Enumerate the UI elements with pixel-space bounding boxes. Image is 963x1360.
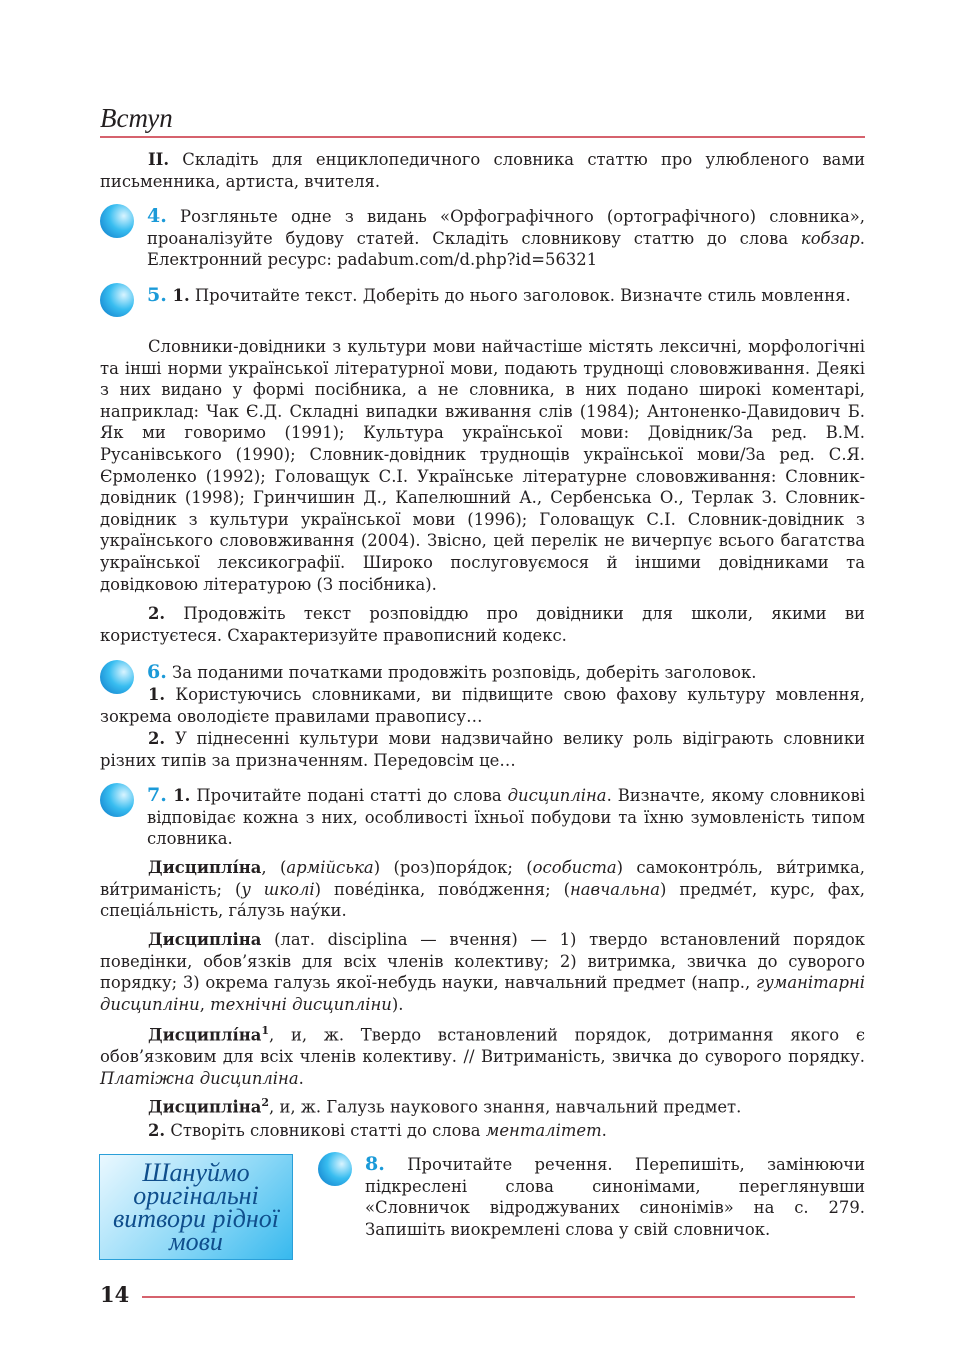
task-text: Складіть для енциклопедичного словника статтю про улюбленого вами письменника, артиста, вчителя. (100, 150, 865, 191)
entry-text: , и, ж. Твердо встановлений порядок, дотримання якого є обов’язковим для всіх членів колективу. // Витриманість, звичка до суворого порядку. (100, 1025, 865, 1067)
task-number: 6. (147, 661, 167, 683)
task-7-instruction (147, 785, 865, 850)
task-text: За поданими початками продовжіть розповідь, доберіть заголовок. (166, 663, 757, 682)
task-5-instruction (147, 285, 865, 307)
entry-note: особиста (532, 858, 617, 877)
task-number: 4. (147, 205, 167, 227)
entry-text: , (199, 994, 211, 1014)
entry-text: , ( (261, 858, 287, 877)
dictionary-entry-2 (100, 929, 865, 1015)
entry-headword: Дисциплі́на (148, 1025, 262, 1045)
task-text: . (601, 1121, 607, 1140)
entry-superscript: 2 (261, 1096, 270, 1109)
motto-line: оригінальні (133, 1181, 259, 1210)
entry-headword: Дисциплі́на (148, 858, 262, 877)
header-rule (100, 136, 865, 138)
entry-example: Платіжна дисципліна (100, 1068, 299, 1088)
task-word: менталітет (485, 1121, 602, 1140)
footer-rule (142, 1296, 855, 1298)
task-5-part-2 (100, 603, 865, 646)
task-8 (365, 1154, 865, 1240)
page-number: 14 (100, 1282, 130, 1307)
entry-superscript: 1 (261, 1024, 270, 1037)
entry-text: ) предме́т, курс, фах, спеціа́льність, га́лузь нау́ки. (100, 879, 865, 921)
dictionary-entry-4 (100, 1092, 865, 1118)
task-text: Користуючись словниками, ви підвищите свою фахову культуру мовлення, зокрема оволодієте правилами правопису… (100, 685, 865, 726)
task-bullet-icon (100, 283, 134, 317)
entry-note: у школі (241, 879, 315, 899)
dictionary-entry-1 (100, 857, 865, 922)
task-ii (100, 149, 865, 192)
subtask-number: 2. (148, 729, 166, 748)
task-text: . Визначте, якому словникові відповідає кожна з них, особливості їхньої побудови та їхню зумовленість типом словника. (147, 786, 865, 849)
subtask-number: 2. (148, 604, 166, 623)
motto-line: мови (169, 1227, 223, 1256)
section-title: Вступ (100, 103, 173, 133)
task-word: кобзар (800, 228, 860, 248)
entry-text: ) пове́дінка, пово́дження; ( (314, 879, 570, 899)
entry-example: гуманітарні дисципліни (100, 973, 865, 1014)
task-number: II. (148, 150, 170, 169)
motto-box (99, 1154, 293, 1260)
task-bullet-icon (100, 204, 134, 238)
task-4 (147, 206, 865, 271)
entry-text: , и, ж. Галузь наукового знання, навчальний предмет. (269, 1097, 742, 1117)
motto-text (100, 1158, 292, 1256)
task-5-text: Словники-довідники з культури мови найчастіше містять лексичні, морфологічні та інші норми української літературної мови, подають труднощі слововживання. Деякі з них видано у формі посібника, а не словника, в них подано широкі коментарі, наприклад: Чак Є.Д. Складні випадки вживання слів (1984); Антоненко-Давидович Б. Як ми говоримо (1991); Культура української мови: Довідник/За ред. В.М. Русанівського (1990); Словник-довідник труднощів української мови/За ред. С.Я. Єрмоленко (1992); Головащук С.І. Українське літературне слововживання: Словник-довідник (1998); Гринчишин Д., Капелюшний А., Сербенська О., Терлак З. Словник-довідник з культури української мови (1996); Головащук С.І. Словник-довідник з українського слововживання (2004). Звісно, цей перелік не вичерпує всього багатства української лексикографії. Широко послуговуємося й іншими довідниками та довідковою літературою (З посібника). (100, 337, 865, 594)
task-word: дисципліна (507, 786, 607, 805)
task-text: Прочитайте речення. Перепишіть, замінюючи підкреслені слова синонімами, переглянувши «Словничок відроджуваних синонімів» на с. 279. Запишіть виокремлені слова у свій словничок. (365, 1155, 865, 1239)
entry-headword: Дисципліна (148, 1097, 262, 1117)
task-bullet-icon (318, 1152, 352, 1186)
dictionary-entry-3 (100, 1020, 865, 1089)
task-number: 7. (147, 784, 167, 806)
task-text: . Електронний ресурс: padabum.com/d.php?id=56321 (147, 228, 865, 270)
task-text: Прочитайте текст. Доберіть до нього заголовок. Визначте стиль мовлення. (189, 286, 851, 305)
entry-note: армійська (286, 858, 374, 877)
task-text: Прочитайте подані статті до слова (190, 786, 508, 805)
motto-line: Шануймо (142, 1158, 250, 1187)
subtask-number: 1. (166, 286, 190, 305)
task-number: 8. (365, 1153, 385, 1175)
task-7-part-2 (100, 1120, 865, 1142)
task-text: Розгляньте одне з видань «Орфографічного (ортографічного) словника», проаналізуйте будову статей. Складіть словникову статтю до слова (147, 207, 865, 248)
entry-note: навчальна (569, 879, 660, 899)
entry-example: технічні дисципліни (210, 994, 392, 1014)
entry-text: ) (роз)поря́док; ( (373, 858, 533, 877)
task-text: У піднесенні культури мови надзвичайно велику роль відіграють словники різних типів за призначенням. Передовсім це… (100, 729, 865, 770)
task-bullet-icon (100, 783, 134, 817)
task-6-part-2 (100, 728, 865, 771)
task-number: 5. (147, 284, 167, 306)
subtask-number: 1. (148, 685, 166, 704)
motto-line: витвори рідної (112, 1204, 279, 1233)
task-text: Продовжіть текст розповіддю про довідники для школи, якими ви користуєтеся. Схарактеризуйте правописний кодекс. (100, 604, 865, 645)
task-6-intro (147, 662, 865, 684)
entry-headword: Дисципліна (148, 930, 262, 949)
subtask-number: 2. (148, 1121, 166, 1140)
entry-text: ) самоконтро́ль, ви́тримка, ви́триманість; ( (100, 858, 865, 899)
task-text: Створіть словникові статті до слова (165, 1121, 486, 1140)
subtask-number: 1. (166, 786, 191, 805)
task-6-part-1 (100, 684, 865, 727)
entry-text: ). (391, 994, 404, 1014)
entry-text: (лат. disciplina — вчення) — 1) твердо встановлений порядок поведінки, обов’язків для всіх членів колективу; 2) витримка, звичка до суворого порядку; 3) окрема галузь якої-небудь науки, навчальний предмет (напр., (100, 930, 865, 993)
entry-text: . (298, 1068, 304, 1088)
